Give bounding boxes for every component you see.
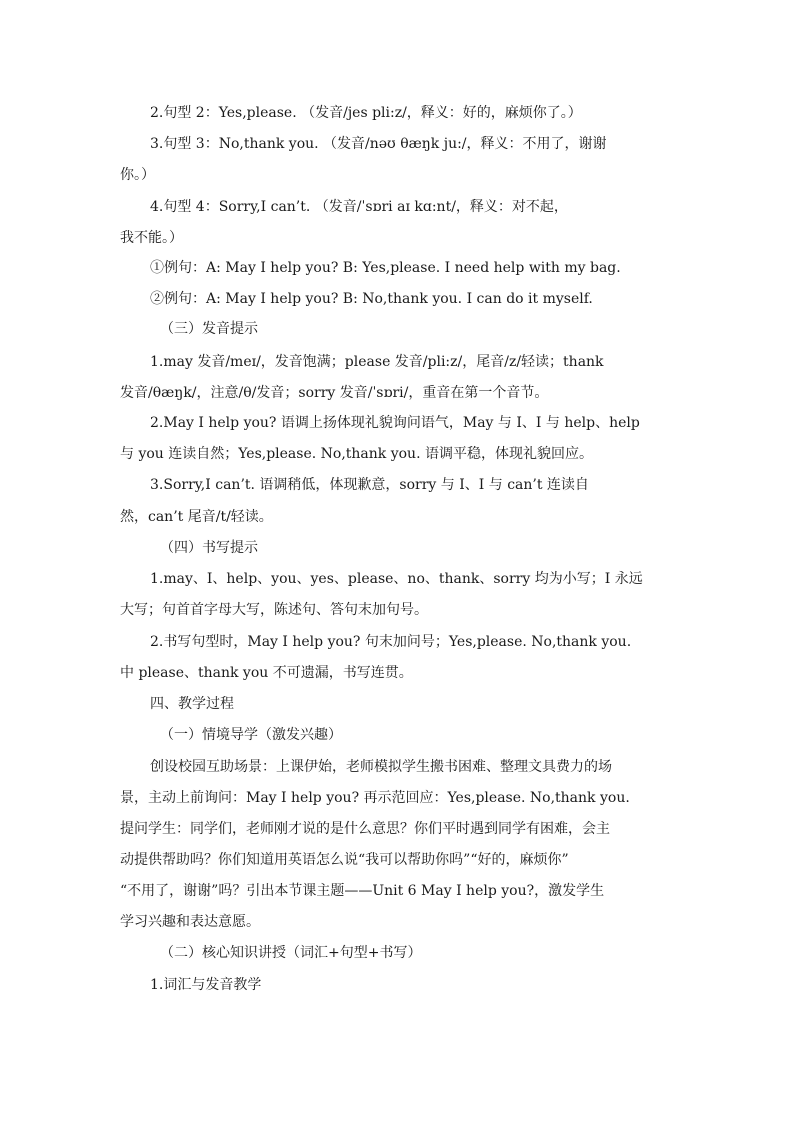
- situation-paragraph-line-2: 景，主动上前询问：May I help you? 再示范回应：Yes,please. No,thank you.: [120, 790, 630, 806]
- situation-paragraph-line-1: 创设校园互助场景：上课伊始，老师模拟学生搬书困难、整理文具费力的场: [150, 759, 612, 775]
- writing-tip-2: 2.书写句型时，May I help you? 句末加问号；Yes,please. No,thank you.: [150, 634, 632, 650]
- pronunciation-tip-2-cont: 与 you 连读自然；Yes,please. No,thank you. 语调平稳，体现礼貌回应。: [120, 446, 593, 462]
- situation-paragraph-line-4: 动提供帮助吗？你们知道用英语怎么说“我可以帮助你吗”“好的，麻烦你”: [120, 852, 569, 868]
- situation-paragraph-line-5: “不用了，谢谢”吗？引出本节课主题——Unit 6 May I help you?，激发学生: [120, 883, 605, 899]
- sentence-pattern-3-cont: 你。）: [120, 167, 155, 183]
- pronunciation-tip-1: 1.may 发音/meɪ/，发音饱满；please 发音/pli:z/，尾音/z/轻读；thank: [150, 354, 604, 370]
- pronunciation-tip-3: 3.Sorry,I can’t. 语调稍低，体现歉意，sorry 与 I、I 与 can’t 连读自: [150, 477, 589, 493]
- section-heading-teaching-process: 四、教学过程: [150, 696, 234, 712]
- example-1: ①例句：A: May I help you? B: Yes,please. I need help with my bag.: [150, 260, 621, 276]
- sentence-pattern-4: 4.句型 4：Sorry,I can’t. （发音/ˈsɒri aɪ kɑ:nt/，释义：对不起，: [150, 199, 568, 215]
- pronunciation-tip-1-cont: 发音/θæŋk/，注意/θ/发音；sorry 发音/ˈsɒri/，重音在第一个音节。: [120, 385, 549, 401]
- sentence-pattern-3: 3.句型 3：No,thank you. （发音/nəʊ θæŋk ju:/，释义：不用了，谢谢: [150, 136, 607, 152]
- vocabulary-heading: 1.词汇与发音教学: [150, 977, 262, 993]
- writing-tip-1: 1.may、I、help、you、yes、please、no、thank、sorry 均为小写；I 永远: [150, 571, 643, 587]
- pronunciation-tip-3-cont: 然，can’t 尾音/t/轻读。: [120, 509, 273, 525]
- pronunciation-tip-2: 2.May I help you? 语调上扬体现礼貌询问语气，May 与 I、I 与 help、help: [150, 415, 640, 431]
- subsection-heading-situation: （一）情境导学（激发兴趣）: [160, 727, 342, 743]
- section-heading-pronunciation: （三）发音提示: [160, 321, 258, 337]
- situation-paragraph-line-3: 提问学生：同学们，老师刚才说的是什么意思？你们平时遇到同学有困难，会主: [120, 821, 610, 837]
- writing-tip-2-cont: 中 please、thank you 不可遗漏，书写连贯。: [120, 665, 413, 681]
- sentence-pattern-4-cont: 我不能。）: [120, 230, 183, 246]
- example-2: ②例句：A: May I help you? B: No,thank you. I can do it myself.: [150, 291, 593, 307]
- section-heading-writing: （四）书写提示: [160, 540, 258, 556]
- writing-tip-1-cont: 大写；句首首字母大写，陈述句、答句末加句号。: [120, 602, 428, 618]
- subsection-heading-core-knowledge: （二）核心知识讲授（词汇+句型+书写）: [160, 945, 422, 961]
- sentence-pattern-2: 2.句型 2：Yes,please. （发音/jes pli:z/，释义：好的，麻烦你了。）: [150, 105, 582, 121]
- situation-paragraph-line-6: 学习兴趣和表达意愿。: [120, 914, 260, 930]
